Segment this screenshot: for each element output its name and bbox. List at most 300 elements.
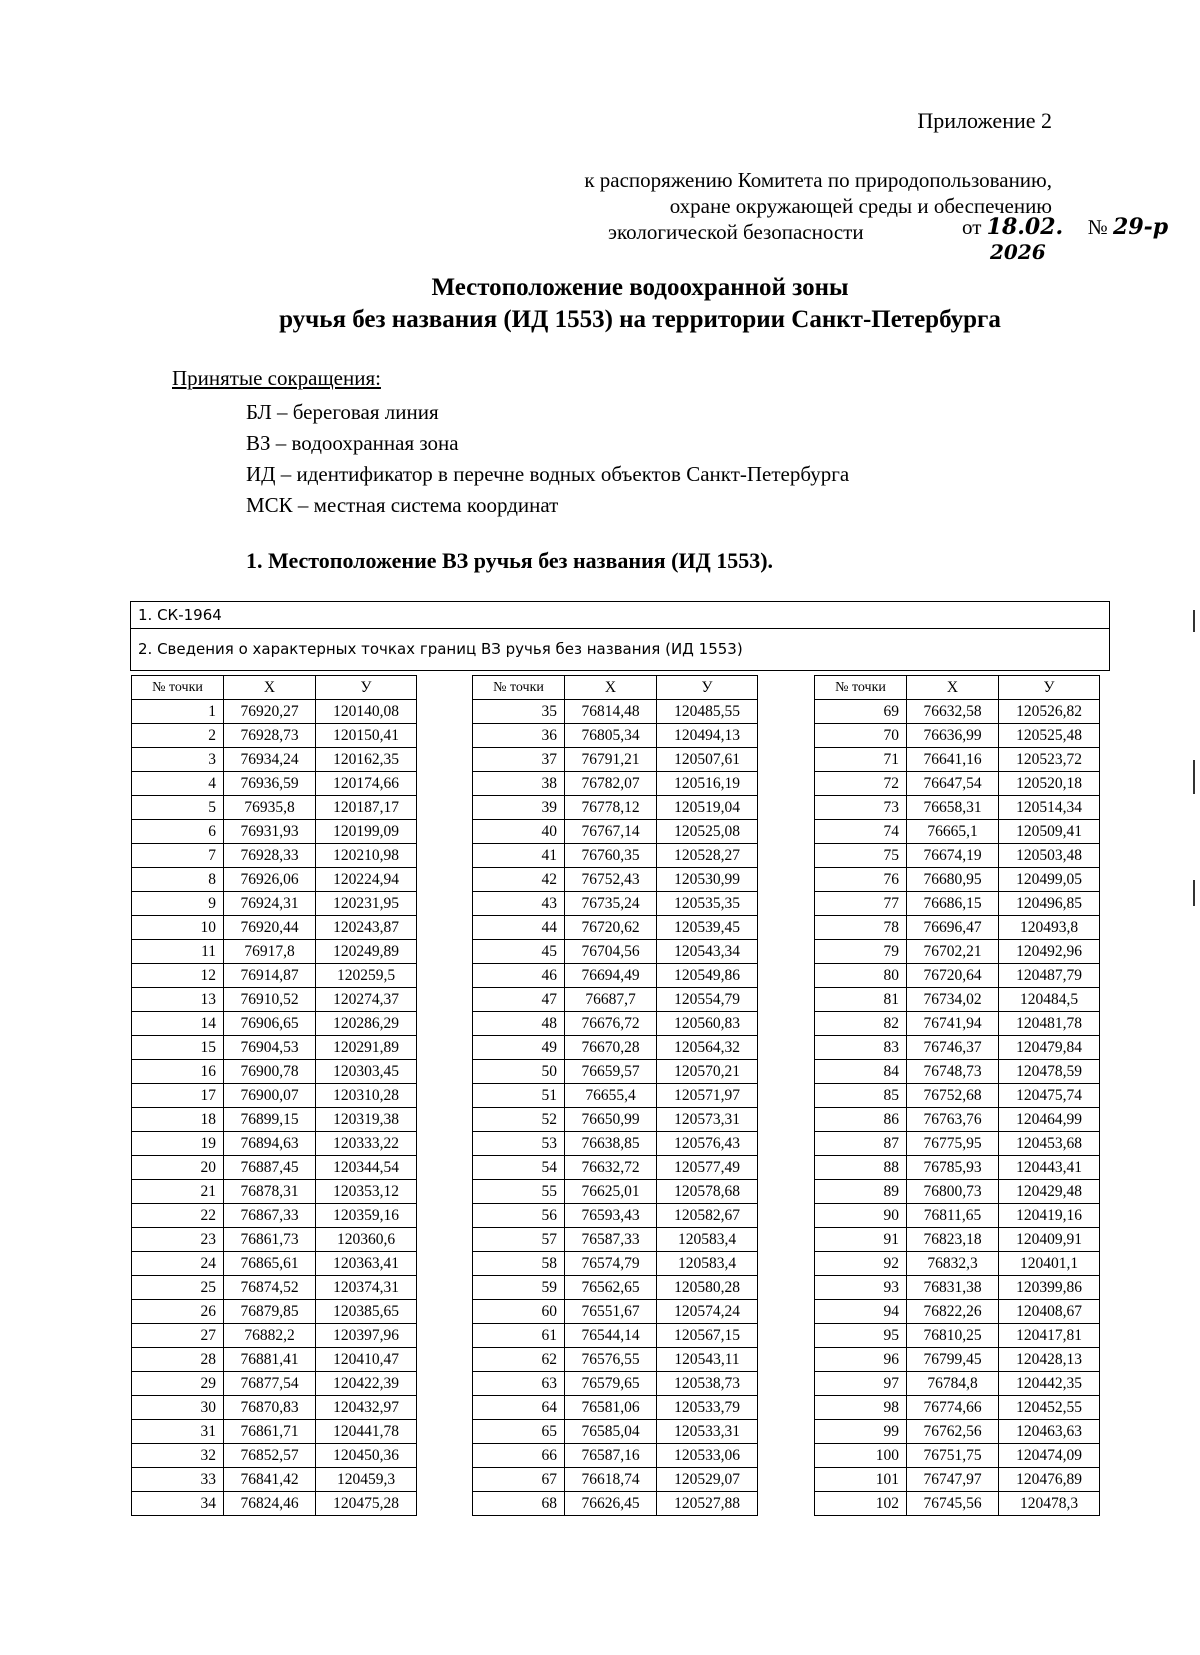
table-row [815,1132,1100,1156]
x-coordinate-cell: 76799,45 [907,1348,999,1372]
order-line-3: экологической безопасности [608,220,864,244]
table-row [132,724,417,748]
table-row [473,940,758,964]
point-number-cell: 75 [815,844,907,868]
y-coordinate-cell: 120582,67 [657,1204,758,1228]
point-number-cell: 64 [473,1396,565,1420]
table-row [815,988,1100,1012]
point-number-cell: 4 [132,772,224,796]
y-coordinate-cell: 120516,19 [657,772,758,796]
table-row [473,1420,758,1444]
table-row [132,1444,417,1468]
x-coordinate-cell: 76934,24 [224,748,316,772]
x-coordinate-cell: 76636,99 [907,724,999,748]
table-row [473,1444,758,1468]
point-number-cell: 31 [132,1420,224,1444]
point-number-cell: 102 [815,1492,907,1516]
table-row [473,1276,758,1300]
point-number-cell: 6 [132,820,224,844]
y-coordinate-cell: 120475,28 [316,1492,417,1516]
point-number-cell: 60 [473,1300,565,1324]
table-row [473,916,758,940]
point-number-cell: 33 [132,1468,224,1492]
x-coordinate-cell: 76878,31 [224,1180,316,1204]
table-row [473,1156,758,1180]
x-coordinate-cell: 76791,21 [565,748,657,772]
table-row [815,1156,1100,1180]
point-number-cell: 49 [473,1036,565,1060]
table-row [473,1348,758,1372]
y-coordinate-cell: 120310,28 [316,1084,417,1108]
x-coordinate-cell: 76641,16 [907,748,999,772]
point-number-cell: 95 [815,1324,907,1348]
document-title-line2: ручья без названия (ИД 1553) на территории Санкт-Петербурга [279,306,1001,333]
point-number-cell: 36 [473,724,565,748]
table-row [132,1156,417,1180]
y-coordinate-cell: 120530,99 [657,868,758,892]
x-coordinate-cell: 76877,54 [224,1372,316,1396]
x-coordinate-cell: 76935,8 [224,796,316,820]
x-coordinate-cell: 76928,33 [224,844,316,868]
table-row [132,1276,417,1300]
table-row [473,1492,758,1516]
point-number-cell: 92 [815,1252,907,1276]
y-coordinate-cell: 120453,68 [999,1132,1100,1156]
table-row [473,772,758,796]
table-row [473,1204,758,1228]
x-coordinate-cell: 76687,7 [565,988,657,1012]
point-number-cell: 82 [815,1012,907,1036]
y-coordinate-cell: 120492,96 [999,940,1100,964]
y-coordinate-cell: 120450,36 [316,1444,417,1468]
x-coordinate-cell: 76899,15 [224,1108,316,1132]
x-coordinate-cell: 76823,18 [907,1228,999,1252]
y-coordinate-cell: 120583,4 [657,1228,758,1252]
y-coordinate-cell: 120291,89 [316,1036,417,1060]
table-row [132,1228,417,1252]
x-coordinate-cell: 76659,57 [565,1060,657,1084]
table-row [132,1036,417,1060]
y-coordinate-cell: 120428,13 [999,1348,1100,1372]
appendix-label: Приложение 2 [917,108,1052,133]
table-row [473,1252,758,1276]
x-coordinate-cell: 76746,37 [907,1036,999,1060]
column-header-x: Х [565,676,657,700]
table-row [132,1324,417,1348]
table-row [815,1420,1100,1444]
x-coordinate-cell: 76576,55 [565,1348,657,1372]
y-coordinate-cell: 120478,3 [999,1492,1100,1516]
document-title-line1: Местоположение водоохранной зоны [431,274,849,301]
x-coordinate-cell: 76852,57 [224,1444,316,1468]
y-coordinate-cell: 120503,48 [999,844,1100,868]
table-row [815,940,1100,964]
table-row [473,1228,758,1252]
point-number-cell: 76 [815,868,907,892]
table-row [132,1372,417,1396]
table-row [815,1492,1100,1516]
table-row [132,700,417,724]
x-coordinate-cell: 76805,34 [565,724,657,748]
point-number-cell: 69 [815,700,907,724]
point-number-cell: 18 [132,1108,224,1132]
point-number-cell: 34 [132,1492,224,1516]
x-coordinate-cell: 76694,49 [565,964,657,988]
column-header-point-number: № точки [815,676,907,700]
table-row [815,1468,1100,1492]
coordinate-system-row: 1. СК-1964 [131,602,1109,629]
x-coordinate-cell: 76625,01 [565,1180,657,1204]
y-coordinate-cell: 120399,86 [999,1276,1100,1300]
x-coordinate-cell: 76874,52 [224,1276,316,1300]
point-number-cell: 10 [132,916,224,940]
y-coordinate-cell: 120274,37 [316,988,417,1012]
y-coordinate-cell: 120410,47 [316,1348,417,1372]
x-coordinate-cell: 76881,41 [224,1348,316,1372]
point-number-cell: 11 [132,940,224,964]
x-coordinate-cell: 76658,31 [907,796,999,820]
y-coordinate-cell: 120441,78 [316,1420,417,1444]
y-coordinate-cell: 120533,79 [657,1396,758,1420]
table-row [815,1372,1100,1396]
point-number-cell: 90 [815,1204,907,1228]
table-row [815,1396,1100,1420]
table-row [473,1108,758,1132]
point-number-cell: 1 [132,700,224,724]
point-number-cell: 16 [132,1060,224,1084]
table-row [132,892,417,916]
y-coordinate-cell: 120499,05 [999,868,1100,892]
x-coordinate-cell: 76900,78 [224,1060,316,1084]
x-coordinate-cell: 76751,75 [907,1444,999,1468]
y-coordinate-cell: 120543,34 [657,940,758,964]
y-coordinate-cell: 120554,79 [657,988,758,1012]
x-coordinate-cell: 76544,14 [565,1324,657,1348]
x-coordinate-cell: 76814,48 [565,700,657,724]
y-coordinate-cell: 120574,24 [657,1300,758,1324]
y-coordinate-cell: 120429,48 [999,1180,1100,1204]
y-coordinate-cell: 120583,4 [657,1252,758,1276]
y-coordinate-cell: 120408,67 [999,1300,1100,1324]
point-number-cell: 30 [132,1396,224,1420]
x-coordinate-cell: 76767,14 [565,820,657,844]
table-row [473,868,758,892]
order-date-number [962,214,1168,240]
x-coordinate-cell: 76882,2 [224,1324,316,1348]
x-coordinate-cell: 76782,07 [565,772,657,796]
point-number-cell: 99 [815,1420,907,1444]
table-row [473,892,758,916]
table-row [815,1348,1100,1372]
number-sign: № [1087,215,1108,239]
points-table-1 [131,675,417,1516]
table-row [815,868,1100,892]
x-coordinate-cell: 76585,04 [565,1420,657,1444]
y-coordinate-cell: 120494,13 [657,724,758,748]
x-coordinate-cell: 76900,07 [224,1084,316,1108]
abbreviation-item: БЛ – береговая линия [246,400,439,424]
x-coordinate-cell: 76774,66 [907,1396,999,1420]
y-coordinate-cell: 120476,89 [999,1468,1100,1492]
y-coordinate-cell: 120419,16 [999,1204,1100,1228]
x-coordinate-cell: 76870,83 [224,1396,316,1420]
point-number-cell: 52 [473,1108,565,1132]
table-row [815,1276,1100,1300]
table-row [473,1300,758,1324]
point-number-cell: 55 [473,1180,565,1204]
x-coordinate-cell: 76936,59 [224,772,316,796]
x-coordinate-cell: 76910,52 [224,988,316,1012]
x-coordinate-cell: 76587,33 [565,1228,657,1252]
point-number-cell: 79 [815,940,907,964]
table-row [815,844,1100,868]
y-coordinate-cell: 120464,99 [999,1108,1100,1132]
x-coordinate-cell: 76894,63 [224,1132,316,1156]
x-coordinate-cell: 76861,71 [224,1420,316,1444]
table-row [815,820,1100,844]
x-coordinate-cell: 76879,85 [224,1300,316,1324]
table-row [815,1324,1100,1348]
table-row [473,1180,758,1204]
x-coordinate-cell: 76810,25 [907,1324,999,1348]
x-coordinate-cell: 76841,42 [224,1468,316,1492]
table-row [473,1372,758,1396]
abbreviation-item: ИД – идентификатор в перечне водных объектов Санкт-Петербурга [246,462,850,486]
x-coordinate-cell: 76581,06 [565,1396,657,1420]
table-row [473,820,758,844]
y-coordinate-cell: 120479,84 [999,1036,1100,1060]
y-coordinate-cell: 120231,95 [316,892,417,916]
x-coordinate-cell: 76735,24 [565,892,657,916]
x-coordinate-cell: 76887,45 [224,1156,316,1180]
y-coordinate-cell: 120363,41 [316,1252,417,1276]
y-coordinate-cell: 120259,5 [316,964,417,988]
x-coordinate-cell: 76593,43 [565,1204,657,1228]
x-coordinate-cell: 76720,62 [565,916,657,940]
point-number-cell: 41 [473,844,565,868]
x-coordinate-cell: 76745,56 [907,1492,999,1516]
x-coordinate-cell: 76647,54 [907,772,999,796]
date-prefix: от [962,215,982,239]
table-row [473,1396,758,1420]
table-row [815,724,1100,748]
point-number-cell: 83 [815,1036,907,1060]
x-coordinate-cell: 76748,73 [907,1060,999,1084]
x-coordinate-cell: 76696,47 [907,916,999,940]
point-number-cell: 44 [473,916,565,940]
x-coordinate-cell: 76720,64 [907,964,999,988]
table-row [132,844,417,868]
y-coordinate-cell: 120484,5 [999,988,1100,1012]
x-coordinate-cell: 76747,97 [907,1468,999,1492]
table-row [132,988,417,1012]
y-coordinate-cell: 120432,97 [316,1396,417,1420]
table-row [132,1180,417,1204]
table-row [132,820,417,844]
x-coordinate-cell: 76917,8 [224,940,316,964]
x-coordinate-cell: 76702,21 [907,940,999,964]
y-coordinate-cell: 120560,83 [657,1012,758,1036]
y-coordinate-cell: 120417,81 [999,1324,1100,1348]
abbreviations-heading: Принятые сокращения: [172,366,381,390]
table-row [815,1444,1100,1468]
y-coordinate-cell: 120577,49 [657,1156,758,1180]
y-coordinate-cell: 120140,08 [316,700,417,724]
point-number-cell: 94 [815,1300,907,1324]
x-coordinate-cell: 76811,65 [907,1204,999,1228]
table-row [815,1252,1100,1276]
x-coordinate-cell: 76865,61 [224,1252,316,1276]
table-row [473,724,758,748]
y-coordinate-cell: 120564,32 [657,1036,758,1060]
y-coordinate-cell: 120571,97 [657,1084,758,1108]
handwritten-date: 18.02. [986,214,1064,240]
point-number-cell: 35 [473,700,565,724]
table-row [132,1300,417,1324]
points-table-3 [814,675,1100,1516]
point-number-cell: 62 [473,1348,565,1372]
point-number-cell: 84 [815,1060,907,1084]
point-number-cell: 46 [473,964,565,988]
y-coordinate-cell: 120567,15 [657,1324,758,1348]
x-coordinate-cell: 76650,99 [565,1108,657,1132]
x-coordinate-cell: 76670,28 [565,1036,657,1060]
y-coordinate-cell: 120535,35 [657,892,758,916]
y-coordinate-cell: 120527,88 [657,1492,758,1516]
point-number-cell: 42 [473,868,565,892]
y-coordinate-cell: 120150,41 [316,724,417,748]
point-number-cell: 58 [473,1252,565,1276]
point-number-cell: 100 [815,1444,907,1468]
table-row [132,1348,417,1372]
point-number-cell: 23 [132,1228,224,1252]
table-row [815,1300,1100,1324]
table-row [132,1060,417,1084]
point-number-cell: 66 [473,1444,565,1468]
x-coordinate-cell: 76920,44 [224,916,316,940]
x-coordinate-cell: 76822,26 [907,1300,999,1324]
y-coordinate-cell: 120526,82 [999,700,1100,724]
y-coordinate-cell: 120385,65 [316,1300,417,1324]
point-number-cell: 37 [473,748,565,772]
x-coordinate-cell: 76762,56 [907,1420,999,1444]
point-number-cell: 39 [473,796,565,820]
point-number-cell: 20 [132,1156,224,1180]
y-coordinate-cell: 120374,31 [316,1276,417,1300]
y-coordinate-cell: 120509,41 [999,820,1100,844]
point-number-cell: 98 [815,1396,907,1420]
point-number-cell: 8 [132,868,224,892]
column-header-point-number: № точки [473,676,565,700]
x-coordinate-cell: 76861,73 [224,1228,316,1252]
point-number-cell: 3 [132,748,224,772]
point-number-cell: 68 [473,1492,565,1516]
x-coordinate-cell: 76579,65 [565,1372,657,1396]
order-line-2: охране окружающей среды и обеспечению [669,194,1052,218]
x-coordinate-cell: 76906,65 [224,1012,316,1036]
point-number-cell: 38 [473,772,565,796]
table-row [473,796,758,820]
y-coordinate-cell: 120303,45 [316,1060,417,1084]
y-coordinate-cell: 120174,66 [316,772,417,796]
table-row [132,916,417,940]
point-number-cell: 13 [132,988,224,1012]
point-number-cell: 70 [815,724,907,748]
x-coordinate-cell: 76867,33 [224,1204,316,1228]
y-coordinate-cell: 120549,86 [657,964,758,988]
point-number-cell: 5 [132,796,224,820]
table-row [473,700,758,724]
point-number-cell: 22 [132,1204,224,1228]
table-row [132,772,417,796]
y-coordinate-cell: 120359,16 [316,1204,417,1228]
table-row [473,844,758,868]
y-coordinate-cell: 120519,04 [657,796,758,820]
x-coordinate-cell: 76920,27 [224,700,316,724]
point-number-cell: 85 [815,1084,907,1108]
table-row [815,748,1100,772]
point-number-cell: 51 [473,1084,565,1108]
x-coordinate-cell: 76800,73 [907,1180,999,1204]
table-row [132,1420,417,1444]
y-coordinate-cell: 120187,17 [316,796,417,820]
y-coordinate-cell: 120442,35 [999,1372,1100,1396]
y-coordinate-cell: 120538,73 [657,1372,758,1396]
point-number-cell: 15 [132,1036,224,1060]
column-header-y: У [999,676,1100,700]
x-coordinate-cell: 76752,68 [907,1084,999,1108]
y-coordinate-cell: 120514,34 [999,796,1100,820]
table-row [473,1036,758,1060]
x-coordinate-cell: 76618,74 [565,1468,657,1492]
point-number-cell: 61 [473,1324,565,1348]
x-coordinate-cell: 76704,56 [565,940,657,964]
table-row [815,700,1100,724]
y-coordinate-cell: 120543,11 [657,1348,758,1372]
point-number-cell: 96 [815,1348,907,1372]
y-coordinate-cell: 120463,63 [999,1420,1100,1444]
y-coordinate-cell: 120409,91 [999,1228,1100,1252]
point-number-cell: 43 [473,892,565,916]
point-number-cell: 54 [473,1156,565,1180]
x-coordinate-cell: 76928,73 [224,724,316,748]
y-coordinate-cell: 120333,22 [316,1132,417,1156]
x-coordinate-cell: 76904,53 [224,1036,316,1060]
y-coordinate-cell: 120576,43 [657,1132,758,1156]
point-number-cell: 24 [132,1252,224,1276]
table-row [473,1012,758,1036]
point-number-cell: 67 [473,1468,565,1492]
table-row [132,1204,417,1228]
x-coordinate-cell: 76760,35 [565,844,657,868]
table-row [815,1036,1100,1060]
table-row [132,1396,417,1420]
y-coordinate-cell: 120353,12 [316,1180,417,1204]
y-coordinate-cell: 120507,61 [657,748,758,772]
x-coordinate-cell: 76734,02 [907,988,999,1012]
table-row [473,964,758,988]
point-number-cell: 65 [473,1420,565,1444]
y-coordinate-cell: 120570,21 [657,1060,758,1084]
column-header-y: У [316,676,417,700]
table-row [132,1108,417,1132]
table-row [132,1492,417,1516]
y-coordinate-cell: 120243,87 [316,916,417,940]
point-number-cell: 45 [473,940,565,964]
x-coordinate-cell: 76763,76 [907,1108,999,1132]
table-row [132,1012,417,1036]
y-coordinate-cell: 120573,31 [657,1108,758,1132]
